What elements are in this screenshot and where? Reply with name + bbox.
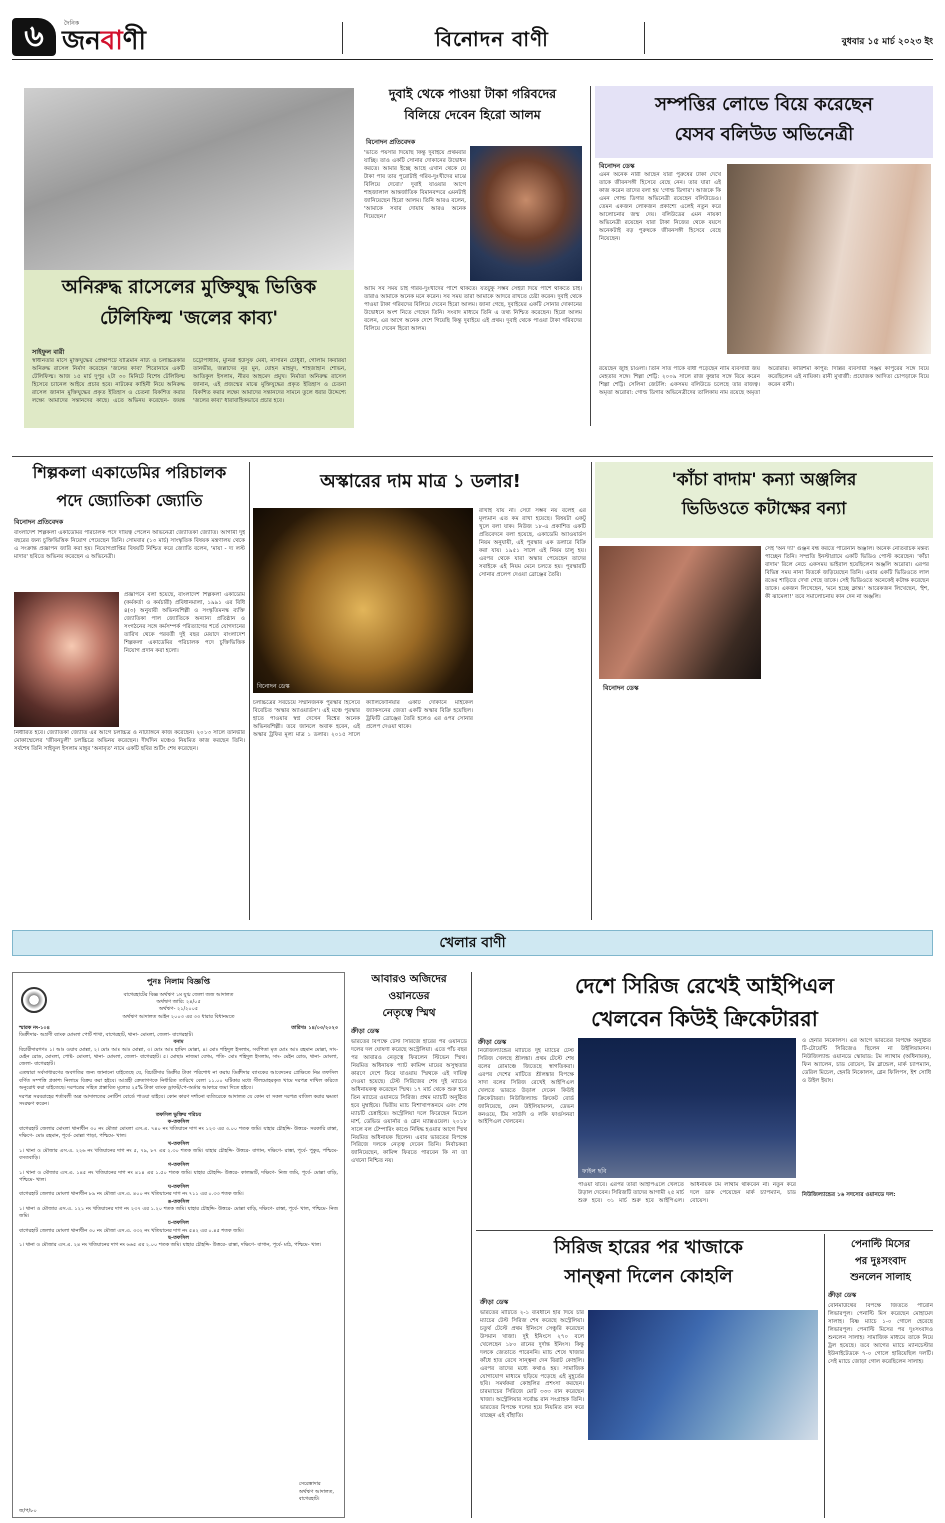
case-2: অর্থঋণ- ২১/২০০৫ bbox=[158, 1006, 199, 1013]
byline: সাইফুল বারী bbox=[32, 348, 65, 356]
schedule-g-title: ছ-তফসিল bbox=[168, 1234, 189, 1241]
ipl-body bbox=[476, 1036, 933, 1226]
notice-body-1: বিচারীদারগণঃ ১। আঃ ওয়াব মোল্লা, ২। মোঃ আঃ আঃ মোল্লা, ৩। মোঃ আঃ হামিদ মোল্লা, ৪। মোঃ শহিদুল ইসলাম, সর্বপিতা মৃত মোঃ আঃ রহমান মোল্লা, সাং- মেইন রোড, মোংলা, পোষ্ট- মোংলা, থানা- মোংলা, জেলা- বাগেরহাট। ৫। মোছাঃ নাজমা বেগম, পতি- মোঃ শহিদুল ইসলাম, সাং- মেইন রোড, থানা- মোংলা, জেলা- বাগেরহাট। bbox=[19, 1046, 338, 1068]
headline-line-1: পেনাল্টি মিসের bbox=[851, 1239, 910, 1250]
schedule-a-body: বাগেরহাট জেলার মোংলা থানাধীন ৩০ নং মৌজা মোংলা এস.এ. ৭৪০ নং খতিয়ানে দাগ নং ১২৩ এর ৩.০০ শতক জমি। যাহার চৌহদ্দি- উত্তরে- সরকারি রাস্তা, দক্ষিণে- মোঃ রহমান, পূর্বে- মোল্লা পাড়া, পশ্চিমে- খাল। bbox=[19, 1126, 338, 1140]
article-body-bottom: নির্ধারিত হবে। জ্যোতিকা জ্যোতি এর আগে চলচ্চিত্র ও নাট্যাঙ্গনে কাজ করেছেন। ২০১৩ সালে তানভীর মোকাম্মেলের 'জীবনঢুলী' চলচ্চিত্রে অভিনয় করেছেন। দীর্ঘদিন মঞ্চেও নিয়মিত কাজ করছেন তিনি। সর্বশেষ তিনি সাইফুল ইসলাম মান্নুর 'অনাবৃত' নামে একটি ছবির শুটিং শেষ করেছেন। bbox=[14, 730, 245, 752]
law-ref: অর্থঋণ আদালত আইন ২০০৩ এর ৩৩ ধারার বিধানমতে bbox=[122, 1013, 235, 1020]
article-body: বোর্নমাউথের বিপক্ষে জিততে পারেনি লিভারপুল। পেনাল্টি মিস করেছেন মোহামেদ সালাহ। বিষ্ণ ম্যাচে ১-০ গোলে হেরেছে লিভারপুল। পেনাল্টি মিসের পর দুঃসংবাদও শুনলেন সালাহ। সামাজিক মাধ্যমে তাকে নিয়ে ট্রল হয়েছে। তবে আগের ম্যাচে ম্যানচেস্টার ইউনাইটেডকে ৭-০ গোলে হারিয়েছিল দলটি। সেই ম্যাচে জোড়া গোল করেছিলেন সালাহ। bbox=[828, 1303, 933, 1365]
telefilm-photo bbox=[24, 88, 354, 273]
headline: অস্কারের দাম মাত্র ১ ডলার! bbox=[320, 471, 521, 492]
memo-date: তারিখঃ ১৪/০৩/২০২৩ bbox=[291, 1024, 338, 1031]
kacha-headline-box bbox=[595, 462, 933, 538]
photo-byline: বিনোদন ডেস্ক bbox=[257, 682, 290, 690]
byline: বিনোদন প্রতিবেদক bbox=[366, 138, 416, 146]
byline: ক্রীড়া ডেস্ক bbox=[478, 1038, 507, 1046]
schedule-e-body: ১। থানা ও মৌজার এস.এ. ১২১ নং খতিয়ানের দাগ নং ২৩৭ এর ১.২০ শতক জমি। যাহার চৌহদ্দি- উত্তরে- মোল্লা বাড়ি, দক্ষিণে- রাস্তা, পূর্বে- খাল, পশ্চিমে- নিজ জমি। bbox=[19, 1205, 338, 1220]
headline-line-1: আবারও অজিদের bbox=[371, 973, 447, 985]
headline-line-1: শিল্পকলা একাডেমির পরিচালক bbox=[32, 463, 227, 482]
headline-line-2: পর দুঃসংবাদ bbox=[855, 1255, 906, 1267]
article-kacha bbox=[595, 462, 933, 920]
byline: বিনোদন ডেস্ক bbox=[603, 684, 639, 692]
article-body: ভারতের বিপক্ষে টেস্ট সিরিজে হারের পর ওয়ানডে দলের দল ঘোষণা করেছে অস্ট্রেলিয়া। এতে পাঁচ বছর পর আবারও নেতৃত্বে ফিরলেন স্টিভেন স্মিথ। নিয়মিত অধিনায়ক প্যাট কামিন্স মায়ের অসুস্থতার কারণে দেশে ফিরে যাওয়ায় স্মিথকে এই দায়িত্ব দেওয়া হয়েছে। টেস্ট সিরিজের শেষ দুই ম্যাচেও অধিনায়কত্ব করেছেন স্মিথ। ১৭ মার্চ থেকে শুরু হবে তিন ম্যাচের ওয়ানডে সিরিজ। প্রথম ম্যাচটি অনুষ্ঠিত হবে মুম্বাইয়ে। দ্বিতীয় ম্যাচ বিশাখাপত্তনমে এবং শেষ ম্যাচটি চেন্নাইয়ে। অস্ট্রেলিয়া দলে ফিরেছেন মিচেল মার্শ, ডেভিড ওয়ার্নার ও গ্লেন ম্যাক্সওয়েল। ২০১৮ সালে বল টেম্পারিং কাণ্ডে নিষিদ্ধ হওয়ার আগে স্মিথ নিয়মিত অধিনায়ক ছিলেন। এবার ভারতের বিপক্ষে সিরিজে দলকে নেতৃত্ব দেবেন তিনি। নির্বাচকরা জানিয়েছেন, কামিন্স ফিরতে পারবেন কি না তা এখনো নিশ্চিত নয়। bbox=[351, 1039, 467, 1165]
byline: বিনোদন ডেস্ক bbox=[599, 162, 635, 170]
court-seal bbox=[21, 987, 47, 1013]
kohli-khawaja-photo bbox=[588, 1310, 818, 1440]
article-smith bbox=[351, 972, 467, 1518]
article-jyotika bbox=[12, 462, 247, 920]
anirudh-body-box bbox=[24, 344, 354, 428]
masthead-divider bbox=[342, 22, 343, 54]
signature-1: সেরেস্তাদার bbox=[298, 1481, 321, 1488]
headline-line-1: অনিরুদ্ধ রাসেলের মুক্তিযুদ্ধ ভিত্তিক bbox=[61, 277, 317, 298]
masthead bbox=[12, 18, 933, 60]
article-body-bottom: চলচ্চিত্রের সবচেয়ে সম্মানজনক পুরস্কার হিসেবে বিবেচিত 'অস্কার অ্যাওয়ার্ডস'। এই মঞ্চে পুরস্কার হাতে পাওয়ার স্বপ্ন দেখেন বিশ্বের অনেক অভিনয়শিল্পী। তবে জানলে অবাক হবেন, এই অস্কার ট্রফির মূল্য মাত্র ১ ডলার। ২০১৫ সালে ক্যালিফোর্নিয়ার একটি দোকানে মাইকেল জ্যাকসনের জেতা একটি অস্কার বিক্রি হয়েছিল। ট্রফিটি ব্রোঞ্জের তৈরি হলেও এর ওপর সোনার প্রলেপ দেওয়া থাকে। bbox=[253, 700, 473, 738]
page-number: ৬ bbox=[12, 18, 56, 56]
article-body: স্বাধীনতার মাসে মুক্তিযুদ্ধের প্রেক্ষাপটে যাত্রিমান নাট্য ও চলচ্চিত্রকার অনিরুদ্ধ রাসেল নির্মাণ করেছেন 'জলের কাব্য' শিরোনামে একটি টেলিফিল্ম। আজ ১৫ মার্চ দুপুর ২টা ৩০ মিনিটে বিশেষ টেলিফিল্ম হিসেবে চ্যানেল আইয়ে প্রচার হবে। নাটকের কাহিনী নিয়ে অনিরুদ্ধ রাসেল জানান মুক্তিযুদ্ধের প্রকৃত ইতিহাস ও চেতনা বিকশিত করার লক্ষ্যে আমাদের সন্তানদের কাছে। এতে অভিনয় করেছেন- জয়ন্ত চট্টোপাধ্যায়, মুনিরা ইউসুফ মেমী, নাসরিন চৌধুরী, গোলাম কিবরিয়া তানভীর, জল্লাদের নূর মুন, যোহন মাহমুদ, শাহজাহান শোভন, আতিকুল ইসলাম, নীরব আহমেদ প্রমুখ। নির্মাতা অনিরুদ্ধ রাসেল জানান, এই প্রজন্মের মাঝে মুক্তিযুদ্ধের প্রকৃত ইতিহাস ও চেতনা বিকশিত করার লক্ষ্যে আমাদের সন্তানদের সামনে তুলে ধরার উদ্দেশ্যে 'জলের কাব্য' ধারাবাহিকভাবে প্রচার হবে। bbox=[32, 358, 346, 404]
headline-line-2: বিলিয়ে দেবেন হিরো আলম bbox=[404, 106, 541, 122]
versus: বনাম bbox=[173, 1039, 184, 1046]
logo-part-red: ব bbox=[100, 26, 123, 56]
headline-line-1: দুবাই থেকে পাওয়া টাকা গরিবদের bbox=[388, 86, 557, 101]
section-rule bbox=[12, 456, 933, 457]
alom-photo bbox=[470, 146, 582, 281]
column-rule bbox=[824, 1234, 825, 1518]
article-bollywood bbox=[595, 86, 933, 456]
article-body-3: ও হেনরি নিকোলস। এর আগে ভারতের বিপক্ষে অনুষ্ঠিত টি-টোয়েন্টি সিরিজেও ছিলেন না উইলিয়ামসন। নিউজিল্যান্ড ওয়ানডে স্কোয়াড: টম ল্যাথাম (অধিনায়ক), ফিন অ্যালেন, চাড বোয়েস, টম ব্লান্ডেল, মার্ক চ্যাপম্যান, ডেরিল মিচেল, হেনরি নিকোলস, গ্লেন ফিলিপস, ইশ সোধি ও উইল ইয়াং। bbox=[802, 1038, 931, 1084]
decree-holder: ডিক্রীদার- অগ্রণী ব্যাংক মোংলা পোর্ট শাখা, বাগেরহাট, থানা- মোংলা, জেলা- বাগেরহাট। bbox=[19, 1032, 194, 1039]
article-body-2: আমি সব সময় চাই গরিব-দুঃখীদের পাশে থাকতে। যতটুকু সম্ভব সেইটা দিয়ে পাশে থাকতে চাই। তারাও আমাকে অনেক মনে করেন। সব সময় তারা আমাকে আদরে রাখতে চেষ্টা করেন। দুবাই থেকে পাওয়া টাকা গরিবদের বিলিয়ে দেবেন হিরো আলম। জানা গেছে, দুবাইয়ের একটি সোনার দোকানের উদ্বোধনে অংশ নিতে গেছেন তিনি। সংবাদ মাধ্যমে তিনি এ তথ্য নিশ্চিত করেছেন। হিরো আলম বলেন, এর আগে অনেক দেশে গিয়েছি কিন্তু দুবাইয়ে এই প্রথম। দুবাই থেকে পাওয়া টাকা গরিবদের বিলিয়ে দেবেন হিরো আলম। bbox=[364, 286, 582, 332]
headline-line-1: 'কাঁচা বাদাম' কন্যা অঞ্জলির bbox=[671, 470, 857, 490]
article-body-col: প্রজ্ঞাপনে বলা হয়েছে, বাংলাদেশ শিল্পকলা একাডেমি (কর্মকর্তা ও কর্মচারী) প্রবিধানমালা, ১৯৯১ এর বিধি ৪(৩) অনুযায়ী অভিনয়শিল্পী ও সংস্কৃতিমনস্ক ব্যক্তি জ্যোতিকা পাল জ্যোতিকে অন্যান্য প্রতিষ্ঠান ও সংগঠনের সঙ্গে কর্মসম্পর্ক পরিত্যাগের শর্তে যোগদানের তারিখ থেকে পরবর্তী দুই বছর মেয়াদে বাংলাদেশ শিল্পকলা একাডেমির পরিচালক পদে চুক্তিভিত্তিক নিয়োগ প্রদান করা হলো। bbox=[124, 592, 245, 654]
article-body: রয়েছেন জুহি চাওলা। তিনি সাত পাকে বাঁধা পড়েছেন নামি ব্যবসায়ী জয় মেহতার সঙ্গে। শিল্পা শেট্টি: ২০০৯ সালে রাজ কুন্দ্রার সঙ্গে বিয়ে করেন শিল্পা শেট্টি। সেলিনা জেটলি: একসময় বলিউডে চলেছে তার রাজত্ব। অমৃতা অরোরা: গোল্ড ডিগার অভিনেত্রীদের তালিকায় নাম রয়েছে অমৃতা অরোরার। কারিশমা কাপুর: দিল্লির ব্যবসায়ী সঞ্জয় কাপুরের সঙ্গে বিয়ে করেছিলেন এই নায়িকা। রানী মুখার্জী: প্রযোজক আদিত্য চোপড়াকে বিয়ে করেন রানী। bbox=[599, 366, 929, 396]
oscar-photo bbox=[253, 508, 473, 693]
column-rule bbox=[591, 462, 592, 920]
masthead-divider bbox=[644, 22, 645, 54]
article-kohli bbox=[476, 1234, 821, 1518]
signature-2: অর্থঋণ আদালত, bbox=[298, 1488, 334, 1495]
headline-line-1: সম্পত্তির লোভে বিয়ে করেছেন bbox=[655, 94, 873, 115]
schedule-d-body: বাগেরহাট জেলার মোংলা থানাধীন ৮৯ নং মৌজা এস.এ. ৪০০ নং খতিয়ানের দাগ নং ৭১১ এর ০.৩৩ শতক জমি। bbox=[19, 1191, 244, 1198]
notice-footer-code: জ/প/৮০ bbox=[19, 1507, 37, 1514]
case-1: অর্থঋণ জারি: ২৪/০৫ bbox=[156, 999, 201, 1006]
court-name: বাগেরহাটের বিজ্ঞ অর্থঋণ ১ম যুগ্ম জেলা জজ আদালত bbox=[123, 991, 234, 998]
sports-section-title: খেলার বাণী bbox=[439, 935, 506, 951]
logo-part-1: জন bbox=[62, 26, 101, 56]
photo-caption: ফাইল ছবি bbox=[582, 1167, 607, 1175]
bollywood-headline-box bbox=[595, 86, 933, 158]
section-title: বিনোদন বাণী bbox=[435, 27, 549, 51]
paper-logo bbox=[62, 24, 146, 59]
article-body-top: বাংলাদেশ শিল্পকলা একাডেমির পরিচালক পদে দায়িত্ব পেলেন অভিনেত্রী জ্যোতিকা জ্যোতি। আগামী দুই বছরের জন্য চুক্তিভিত্তিক নিয়োগ পেয়েছেন তিনি। সোমবার (১৩ মার্চ) সাংস্কৃতিক বিষয়ক মন্ত্রণালয় থেকে এ সংক্রান্ত প্রজ্ঞাপন জারি করা হয়। নিয়োগপ্রাপ্তির বিষয়টি নিশ্চিত করে জ্যোতি বলেন, 'মায়া - দ্য লস্ট মাদার' ছবিতে অভিনয় করেছেন এ অভিনেত্রী। bbox=[14, 530, 245, 560]
date-line: বুধবার ১৫ মার্চ ২০২৩ ইং bbox=[841, 37, 933, 47]
schedule-g-body: ১। থানা ও মৌজার এস.এ. ২৪ নং খতিয়ানের দাগ নং ৬৬৫ এর ২.০০ শতক জমি। যাহার চৌহদ্দি- উত্তরে- রাস্তা, দক্ষিণে- বাগান, পূর্বে- মাঠ, পশ্চিমে- খাল। bbox=[19, 1242, 322, 1249]
memo-row bbox=[19, 1025, 338, 1032]
auction-notice bbox=[12, 972, 345, 1518]
headline-line-3: নেতৃত্বে স্মিথ bbox=[382, 1007, 436, 1020]
logo-part-2: াণী bbox=[122, 26, 146, 56]
article-salah bbox=[828, 1234, 933, 1518]
bollywood-photo bbox=[727, 164, 931, 354]
byline: ক্রীড়া ডেস্ক bbox=[480, 1298, 509, 1306]
byline: ক্রীড়া ডেস্ক bbox=[828, 1290, 857, 1299]
headline-line-1: সিরিজ হারের পর খাজাকে bbox=[553, 1237, 743, 1258]
notice-body-3: দরপত্র সরবরাহের শর্তাবলী অত্র আদালতের নোটিশ বোর্ডে পাওয়া যাইবে। কোন কারণ দর্শানো ব্যতিরেকে আদালত যে কোন বা সকল দরপত্র বাতিল করার ক্ষমতা সংরক্ষণ করেন। bbox=[19, 1094, 338, 1108]
sports-section-banner bbox=[12, 930, 933, 956]
signature-block bbox=[299, 1481, 334, 1503]
paper-tagline: দৈনিক bbox=[64, 20, 80, 27]
article-intro: এমন অনেক নারী আছেন যারা পুরুষের টাকা দেখে তাকে জীবনসঙ্গী হিসেবে বেছে নেন। তার যারা এই কাজ করেন তাদের বলা হয় 'গোল্ড ডিগার'। আজকে কি এমন গোল্ড ডিগার অভিনেত্রী রয়েছেন বলিউডেও। তেমন একজন লোকজন প্রকাশ্যে এলেই নতুন করে আলোচনার জন্ম দেয়। বলিউডের এমন নায়কা অভিনেত্রী রয়েছেন যারা টাকা নিজের থেকে বয়সে অনেকটাই বড় পুরুষকে জীবনসঙ্গী হিসেবে বেছে নিয়েছেন। bbox=[599, 172, 721, 242]
article-body: ভারতের মাটিতে ২-১ ব্যবধানে হার দিয়ে চার ম্যাচের টেস্ট সিরিজ শেষ করেছে অস্ট্রেলিয়া। চতুর্থ টেস্টে প্রথম ইনিংসে সেঞ্চুরি করেছেন উসমান খাজা। দুই ইনিংসে ২৭০ বলে খেলেছেন ১৮০ রানের দুর্দান্ত ইনিংস। কিন্তু দলকে জেতাতে পারেননি। ম্যাচ শেষে খাজার কাঁধে হাত রেখে সান্ত্বনা দেন বিরাট কোহলি। এরপর তাদের মধ্যে কথাও হয়। সামাজিক যোগাযোগ মাধ্যমে ছড়িয়ে পড়েছে এই মুহূর্তের ছবি। সমর্থকরা কোহলির প্রশংসা করছেন। চারম্যাচের সিরিজে মোট ৩৩৩ রান করেছেন খাজা। অস্ট্রেলিয়ার সর্বোচ্চ রান সংগ্রাহক তিনি। ভারতের বিপক্ষে দলের হয়ে নিয়মিত রান করে যাচ্ছেন এই বাঁহাতি। bbox=[480, 1310, 584, 1420]
jyotika-photo bbox=[14, 592, 119, 727]
headline-line-2: ভিডিওতে কটাক্ষের বন্যা bbox=[681, 498, 847, 519]
notice-body-2: এতদ্বারা সর্বসাধারণের অবগতির জন্য জানানো যাইতেছে যে, বিচারীদার ডিক্রীর টাকা পরিশোধ না করায় ডিক্রীদার ব্যাংকের আবেদনের প্রেক্ষিতে নিম্ন তফসিল বর্ণিত সম্পত্তি প্রকাশ্য নিলামে বিক্রয় করা হইবে। আগ্রহী ক্রেতাগণকে নির্ধারিত তারিখে বেলা ১১.০০ ঘটিকার মধ্যে সীলমোহরকৃত খামে দরপত্র দাখিল করিতে অনুরোধ করা যাইতেছে। দরপত্রের সহিত প্রস্তাবিত মূল্যের ২৫% টাকা ব্যাংক ড্রাফট/পে-অর্ডার আকারে জমা দিতে হইবে। bbox=[19, 1070, 338, 1091]
squad-subhead: নিউজিল্যান্ডের ১৬ সদস্যের ওয়ানডে দল: bbox=[802, 1192, 896, 1198]
schedule-f-body: বাগেরহাট জেলার মোংলা থানাধীন ৩০ নং মৌজা এস.এ. ৩৩২ নং খতিয়ানের দাগ নং ৫৪২ এর ০.৪৫ শতক জমি। bbox=[19, 1227, 244, 1234]
headline-line-2: টেলিফিল্ম 'জলের কাব্য' bbox=[100, 307, 278, 329]
schedule-b-body: ১। থানা ও মৌজার এস.এ. ২২৬ নং খতিয়ানের দাগ নং ৫, ৭৯, ৮৭ এর ২.৩০ শতক জমি। যাহার চৌহদ্দি- উত্তরে- বাগান, দক্ষিণে- রাস্তা, পূর্বে- পুকুর, পশ্চিমে- বসতবাড়ি। bbox=[19, 1147, 338, 1162]
article-body: সেই 'অন দ্যা' গুঞ্জন বন্ধ করতে পারেননি অঞ্জলি। অনেক নেতিবাচক মন্তব্য পাচ্ছেন তিনি। সম্প্রতি ইনস্টাগ্রামে একটি ভিডিও পোস্ট করেছেন। 'কাঁচা বাদাম' রিলে নেচে একসময় ভাইরাল হয়েছিলেন অঞ্জলি অরোরা। এরপর বিভিন্ন সময় নানা বিতর্কে জড়িয়েছেন তিনি। এবার একটি ভিডিওতে লাল রঙের শাড়িতে দেখা গেছে তাকে। সেই ভিডিওতে অনেকেই কটাক্ষ করেছেন তাকে। একজন লিখেছেন, 'মনে হচ্ছে ক্লান্ত।' আরেকজন লিখেছেন, 'ইশ, কী ঝামেলা!' তবে সমালোচনায় কান দেন না অঞ্জলি। bbox=[765, 546, 929, 600]
section-rule bbox=[476, 1230, 933, 1231]
article-body-1: 'ভাতে পয়সার দিয়েছি কিন্তু দুবাইয়ে প্রথমবার যাচ্ছি। তাও একটি সোনার দোকানের উদ্বোধন করতে। আমার ইচ্ছে আছে এখান থেকে যে টাকা পাব তার পুরোটাই গরিব-দুঃখীদের মাঝে বিলিয়ে দেবো।' দুবাই যাওয়ার আগে শাহজালাল আন্তর্জাতিক বিমানবন্দরে এমনটাই জানিয়েছেন হিরো আলম। তিনি আরও বলেন, 'আমাকে সবার দোয়ায় আরও অনেক দিয়েছেন।' bbox=[364, 150, 466, 220]
notice-title: পুনঃ নিলাম বিজ্ঞপ্তি bbox=[146, 977, 211, 986]
cricket-team-photo bbox=[578, 1038, 796, 1178]
schedule-c-body: ১। থানা ও মৌজার এস.এ. ১৪৫ নং খতিয়ানের দাগ নং ৪১৪ এর ১.৫০ শতক জমি। যাহার চৌহদ্দি- উত্তরে- কালভার্ট, দক্ষিণে- নিজ জমি, পূর্বে- মোল্লা বাড়ি, পশ্চিমে- খাল। bbox=[19, 1169, 338, 1183]
signature-3: বাগেরহাট। bbox=[298, 1495, 320, 1502]
headline-line-2: পদে জ্যোতিকা জ্যোতি bbox=[56, 490, 203, 510]
schedule-f-title: চ-তফসিল bbox=[168, 1220, 189, 1227]
schedule-d-title: ঘ-তফসিল bbox=[167, 1184, 190, 1191]
schedule-b-title: খ-তফসিল bbox=[167, 1140, 190, 1147]
schedule-a-title: ক-তফসিল bbox=[167, 1118, 190, 1125]
headline-line-1: দেশে সিরিজ রেখেই আইপিএল bbox=[574, 974, 835, 998]
headline-line-2: খেলবেন কিউই ক্রিকেটাররা bbox=[591, 1007, 818, 1032]
article-oscar bbox=[253, 462, 588, 920]
byline: বিনোদন প্রতিবেদক bbox=[14, 518, 64, 526]
article-body-2: পাওয়া যাবে। এরপর তারা আইপিএলে খেলতে উড়াল দেবেন। সিরিজটি তাদের আগামী ২৫ মার্চ শুরু হবে। ৩১ মার্চ শুরু হবে আইপিএল। অধিনায়ক টম লাথাম থাকবেন না। নতুন করে দলে ডাক পেয়েছেন মার্ক চ্যাপম্যান, চাড বোয়েস। bbox=[578, 1182, 796, 1204]
schedule-c-title: গ-তফসিল bbox=[167, 1162, 190, 1169]
byline: ক্রীড়া ডেস্ক bbox=[351, 1026, 380, 1035]
schedule-e-title: ঙ-তফসিল bbox=[167, 1198, 190, 1205]
column-rule bbox=[249, 462, 250, 920]
schedule-title: তফসিল ভুক্তির পরিচয় bbox=[155, 1111, 202, 1118]
headline-line-2: যেসব বলিউড অভিনেত্রী bbox=[674, 124, 854, 146]
headline-line-3: শুনলেন সালাহ bbox=[850, 1272, 911, 1283]
article-body-right: রাখাই যায় না। সেটা সম্ভব নয় বলেই এর মূল্যমান এত কম রাখা হয়েছে। বিষয়টা একটু খুলে বলা যাক। নিউজ ১৮-এ প্রকাশিত একটি প্রতিবেদনে বলা হয়েছে, একাডেমি অ্যাওয়ার্ডস নিয়ম অনুযায়ী, এই পুরস্কার এক ডলারে বিক্রি করা যায়। ১৯৫১ সালে এই নিয়ম চালু হয়। এরপর থেকে যারা অস্কার পেয়েছেন তাদের সবাইকে এই নিয়ম মেনে চলতে হয়। পুরস্কারটি সোনার প্রলেপ দেওয়া ব্রোঞ্জের তৈরি। bbox=[479, 508, 586, 578]
article-body-1: নিউজিল্যান্ডের মাটিতে দুই ম্যাচের টেস্ট সিরিজ খেলছে শ্রীলঙ্কা। প্রথম টেস্টে শেষ বলের রোমাঞ্চে জিতেছে স্বাগতিকরা। এরপর দেশের মাটিতে শ্রীলঙ্কার বিপক্ষে সাদা বলের সিরিজ রেখেই আইপিএল খেলতে ভারতে উড়াল দেবেন কিউই ক্রিকেটাররা। নিউজিল্যান্ড ক্রিকেট বোর্ড জানিয়েছে, কেন উইলিয়ামসন, ডেভন কনওয়ে, টিম সাউদি ও লকি ফার্গুসনরা আইপিএল খেলবেন। bbox=[478, 1048, 574, 1126]
memo-no: স্মারক নং-১০৪ bbox=[19, 1024, 50, 1031]
column-rule bbox=[471, 972, 472, 1518]
headline-line-2: সান্ত্বনা দিলেন কোহলি bbox=[564, 1266, 733, 1288]
article-alom bbox=[360, 86, 585, 430]
column-rule bbox=[590, 86, 591, 426]
anirudh-headline-box bbox=[24, 270, 354, 344]
anjali-photo bbox=[599, 546, 761, 679]
headline-line-2: ওয়ানডের bbox=[388, 990, 430, 1003]
